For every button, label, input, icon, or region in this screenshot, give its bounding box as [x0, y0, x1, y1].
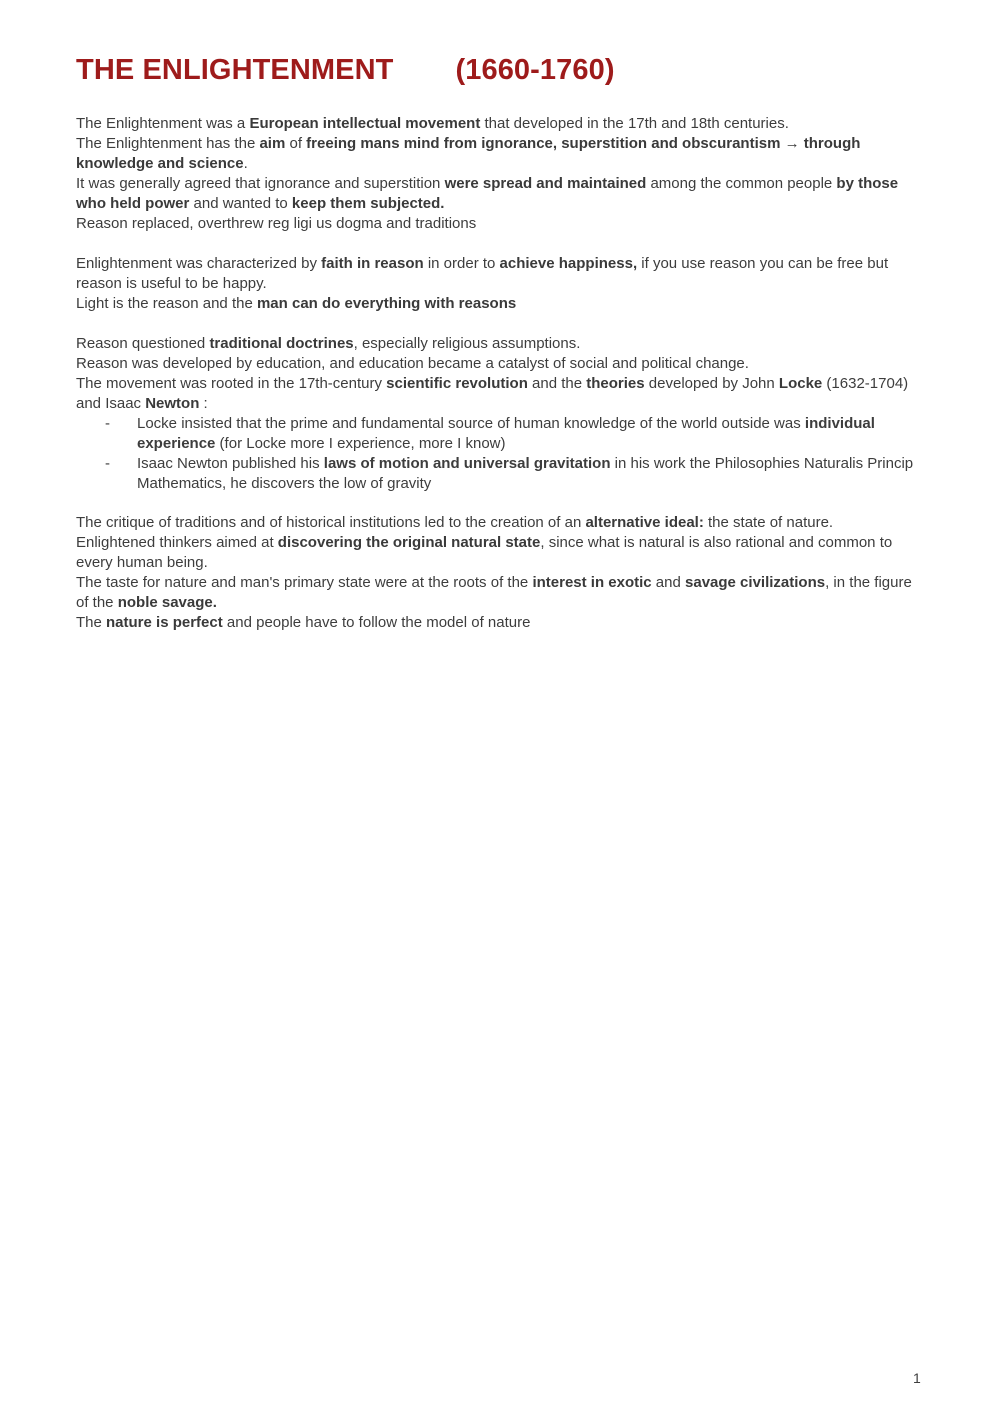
- list-item-text: [137, 455, 913, 492]
- spacer: [76, 494, 924, 513]
- text-run: Light is the reason and the: [76, 295, 257, 312]
- text-run: It was generally agreed that ignorance and superstition: [76, 175, 445, 192]
- text-run: Reason replaced, overthrew reg ligi us dogma and traditions: [76, 215, 477, 232]
- section-roots: [76, 334, 924, 494]
- bold-text: by those who held power: [76, 175, 899, 212]
- text-run: The: [76, 614, 107, 631]
- text-run: .: [243, 155, 248, 172]
- bold-text: keep them subjected.: [291, 195, 445, 212]
- bold-text: freeing mans mind from ignorance, superstition and obscurantism → through knowledge and science: [76, 135, 861, 172]
- section-reason: [76, 254, 924, 314]
- text-run: of: [285, 135, 307, 152]
- section-nature: [76, 513, 924, 633]
- paragraph: [76, 334, 924, 354]
- section-intro: [76, 114, 924, 234]
- bold-text: traditional doctrines: [209, 335, 354, 352]
- list-item: [76, 414, 924, 454]
- text-run: in his work the Philosophies Naturalis Princip Mathematics, he discovers the low of gravity: [137, 455, 914, 492]
- text-run: and wanted to: [189, 195, 292, 212]
- title-text: THE ENLIGHTENMENT: [76, 54, 394, 86]
- paragraph: [76, 374, 924, 414]
- paragraph: [76, 134, 924, 174]
- text-run: (1632-1704) and Isaac: [76, 375, 909, 412]
- text-run: Locke insisted that the prime and fundamental source of human knowledge of the world outside was: [137, 415, 805, 432]
- text-run: Enlightened thinkers aimed at: [76, 534, 278, 551]
- text-run: the state of nature.: [703, 514, 834, 531]
- spacer: [76, 314, 924, 334]
- text-run: Enlightenment was characterized by: [76, 255, 322, 272]
- bold-text: faith in reason: [321, 255, 424, 272]
- bold-text: Locke: [778, 375, 823, 392]
- list-item: [76, 454, 924, 494]
- paragraph: [76, 513, 924, 533]
- text-run: (for Locke more I experience, more I know): [215, 435, 506, 452]
- text-run: The Enlightenment has the: [76, 135, 260, 152]
- paragraph: [76, 214, 924, 234]
- paragraph: [76, 533, 924, 573]
- bullet-list: [76, 414, 924, 494]
- text-run: and the: [527, 375, 587, 392]
- paragraph: [76, 573, 924, 613]
- text-run: Reason questioned: [76, 335, 210, 352]
- page-title: [76, 52, 924, 88]
- dash-bullet: -: [105, 415, 110, 432]
- paragraph: [76, 114, 924, 134]
- list-item-text: [137, 415, 875, 452]
- text-run: if you use reason you can be free but reason is useful to be happy.: [76, 255, 889, 292]
- spacer: [76, 234, 924, 254]
- bold-text: noble savage.: [117, 594, 217, 611]
- text-run: The movement was rooted in the 17th-century: [76, 375, 387, 392]
- bold-text: aim: [259, 135, 286, 152]
- text-run: developed by John: [644, 375, 779, 392]
- bold-text: laws of motion and universal gravitation: [323, 455, 611, 472]
- paragraph: [76, 613, 924, 633]
- title-dates: (1660-1760): [455, 54, 615, 86]
- paragraph: [76, 174, 924, 214]
- bold-text: savage civilizations: [685, 574, 826, 591]
- bold-text: European intellectual movement: [249, 115, 481, 132]
- paragraph: [76, 354, 924, 374]
- bold-text: alternative ideal:: [585, 514, 704, 531]
- text-run: that developed in the 17th and 18th centuries.: [480, 115, 789, 132]
- text-run: Reason was developed by education, and education became a catalyst of social and political change.: [76, 355, 749, 372]
- bold-text: theories: [586, 375, 645, 392]
- bold-text: nature is perfect: [106, 614, 223, 631]
- text-run: The taste for nature and man's primary state were at the roots of the: [76, 574, 533, 591]
- text-run: Isaac Newton published his: [137, 455, 324, 472]
- text-run: , especially religious assumptions.: [353, 335, 581, 352]
- document-page: [76, 52, 924, 633]
- page-number: 1: [913, 1370, 921, 1386]
- bold-text: individual experience: [137, 415, 875, 452]
- text-run: in order to: [423, 255, 500, 272]
- bold-text: man can do everything with reasons: [256, 295, 517, 312]
- text-run: :: [199, 395, 208, 412]
- text-run: The critique of traditions and of historical institutions led to the creation of an: [76, 514, 586, 531]
- bold-text: were spread and maintained: [444, 175, 647, 192]
- text-run: , since what is natural is also rational and common to every human being.: [76, 534, 893, 571]
- paragraph: [76, 294, 924, 314]
- paragraph: [76, 254, 924, 294]
- text-run: , in the figure of the: [76, 574, 912, 611]
- text-run: The Enlightenment was a: [76, 115, 250, 132]
- dash-bullet: -: [105, 455, 110, 472]
- bold-text: discovering the original natural state: [277, 534, 541, 551]
- bold-text: interest in exotic: [532, 574, 652, 591]
- text-run: among the common people: [646, 175, 837, 192]
- bold-text: Newton: [145, 395, 200, 412]
- text-run: and people have to follow the model of nature: [222, 614, 531, 631]
- text-run: and: [651, 574, 686, 591]
- bold-text: scientific revolution: [386, 375, 528, 392]
- bold-text: achieve happiness,: [499, 255, 638, 272]
